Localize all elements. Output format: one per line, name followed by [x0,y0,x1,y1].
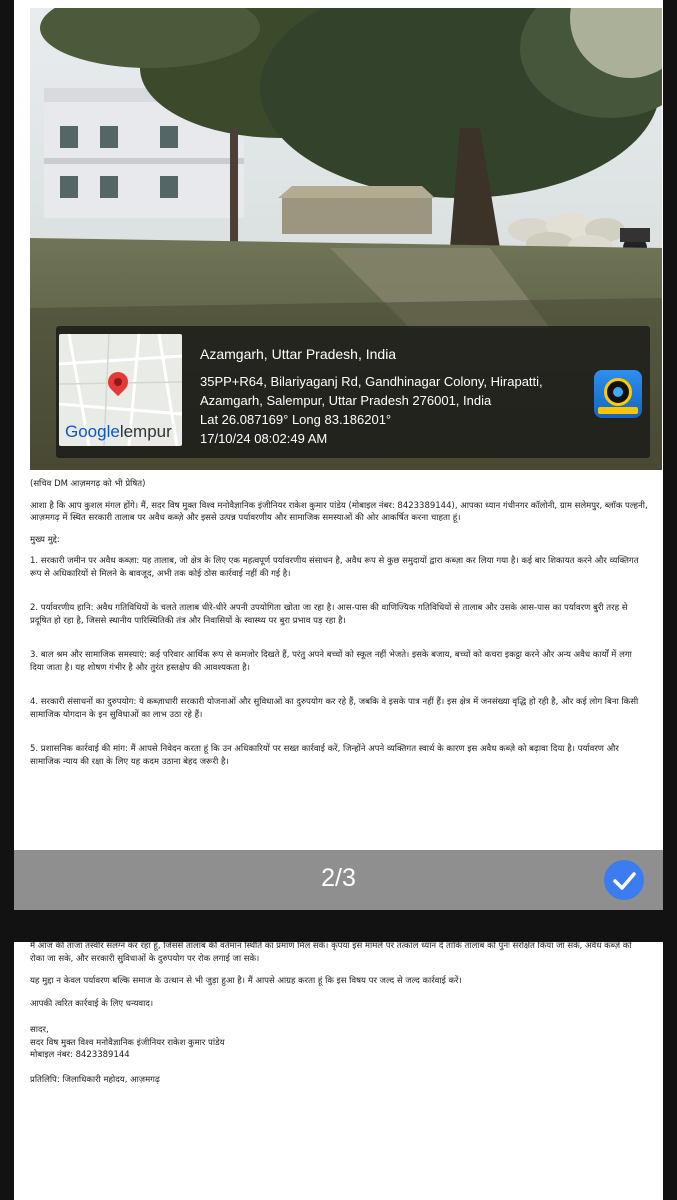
document-page-3 [14,942,663,1200]
letter-intro: आशा है कि आप कुशल मंगल होंगे। मैं, सदर विष मुक्त विश्व मनोवैज्ञानिक इंजीनियर राकेश कुमार पांडेय (मोबाइल नंबर: 8423389144), आपका ध्यान गंधीनगर कॉलोनी, ग्राम सलेमपुर, ब्लॉक पल्हनी, आज़मगढ़ में स्थित सरकारी तालाब पर अवैध कब्ज़े और इससे उत्पन्न पर्यावरणीय और सामाजिक समस्याओं की ओर आकर्षित करना चाहता हूं। [30,500,648,523]
geo-tag-overlay [56,326,650,458]
thanks-line: आपकी त्वरित कार्रवाई के लिए धन्यवाद। [30,998,154,1009]
issue-point: 5. प्रशासनिक कार्रवाई की मांग: मैं आपसे निवेदन करता हूं कि उन अधिकारियों पर सख्त कार्रवाई करें, जिन्होंने अपने व्यक्तिगत स्वार्थ के कारण इस अवैध कब्ज़े को बढ़ावा दिया है। पर्यावरण और सामाजिक न्याय की रक्षा के लिए यह कदम उठाना बेहद जरूरी है। [30,744,619,767]
issue-point: 1. सरकारी जमीन पर अवैध कब्ज़ा: यह तालाब, जो क्षेत्र के लिए एक महत्वपूर्ण पर्यावरणीय संसाधन है, अवैध रूप से कुछ समुदायों द्वारा कब्ज़ा कर लिया गया है। कई बार शिकायत करने और व्यक्तिगत रूप से अधिकारियों से मिलने के बावजूद, अभी तक कोई ठोस कार्रवाई नहीं की गई है। [30,556,639,579]
google-logo: Googlelempur [65,422,172,441]
closing-paragraph: मैं आज की ताजा तस्वीर संलग्न कर रहा हूं, जिससे तालाब की वर्तमान स्थिति का प्रमाण मिल सके। कृपया इस मामले पर तत्काल ध्यान दें ताकि तालाब को पुनः संरक्षित किया जा सके, अवैध कब्ज़े को रोका जा सके, और सरकारी सुविधाओं के दुरुपयोग पर रोक लगाई जा सके। [30,942,632,964]
geotagged-photo [30,8,662,470]
timestamp: 17/10/24 08:02:49 AM [200,431,328,446]
sender-mobile: मोबाइल नंबर: 8423389144 [30,1050,130,1060]
document-page-2 [14,0,663,910]
forward-note: (सचिव DM आज़मगढ़ को भी प्रेषित) [30,479,146,489]
address-line-1: 35PP+R64, Bilariyaganj Rd, Gandhinagar Colony, Hirapatti, [200,374,543,389]
page-counter: 2/3 [321,864,356,892]
coordinates: Lat 26.087169° Long 83.186201° [200,412,392,427]
issue-point: 4. सरकारी संसाधनों का दुरुपयोग: ये कब्ज़ाधारी सरकारी योजनाओं और सुविधाओं का दुरुपयोग कर रहे हैं, जबकि वे इसके पात्र नहीं हैं। इस क्षेत्र में जनसंख्या वृद्धि हो रही है, और कई लोग बिना किसी सामाजिक योगदान के इन सुविधाओं का लाभ उठा रहे हैं। [30,697,639,720]
mini-map [59,334,182,446]
page-indicator-bar [14,850,663,910]
points-heading: मुख्य मुद्दे: [30,534,60,545]
issue-point: 3. बाल श्रम और सामाजिक समस्याएं: कई परिवार आर्थिक रूप से कमजोर दिखते हैं, परंतु अपने बच्चों को स्कूल नहीं भेजते। इसके बजाय, बच्चों को कचरा इकट्ठा करने और अन्य अवैध कार्यों में लगा दिया जाता है। यह शोषण गंभीर है और तुरंत हस्तक्षेप की आवश्यकता है। [30,650,632,673]
sender-name: सदर विष मुक्त विश्व मनोवैज्ञानिक इंजीनियर राकेश कुमार पांडेय [30,1037,225,1048]
issue-point: 2. पर्यावरणीय हानि: अवैध गतिविधियों के चलते तालाब धीरे-धीरे अपनी उपयोगिता खोता जा रहा है। आस-पास की वाणिज्यिक गतिविधियों से तालाब और उसके आस-पास का पर्यावरण बुरी तरह से प्रदूषित हो रहा है, जिससे स्थानीय पारिस्थितिकी तंत्र और निवासियों के स्वास्थ्य पर बुरा प्रभाव पड़ रहा है। [30,603,628,626]
closing-paragraph: यह मुद्दा न केवल पर्यावरण बल्कि समाज के उत्थान से भी जुड़ा हुआ है। मैं आपसे आग्रह करता हूं कि इस विषय पर जल्द से जल्द कार्रवाई करें। [30,976,462,986]
checkmark-icon [604,860,644,900]
letter-continuation [30,942,648,1096]
salutation: सादर, [30,1025,49,1035]
copy-to: प्रतिलिपि: जिलाधिकारी महोदय, आज़मगढ़ [30,1074,160,1085]
signature-block [30,1024,648,1062]
address-line-2: Azamgarh, Salempur, Uttar Pradesh 276001, India [200,393,492,408]
gps-camera-icon [594,370,642,418]
letter-body [30,478,648,777]
confirm-button[interactable] [604,860,644,900]
location-title: Azamgarh, Uttar Pradesh, India [200,346,397,362]
